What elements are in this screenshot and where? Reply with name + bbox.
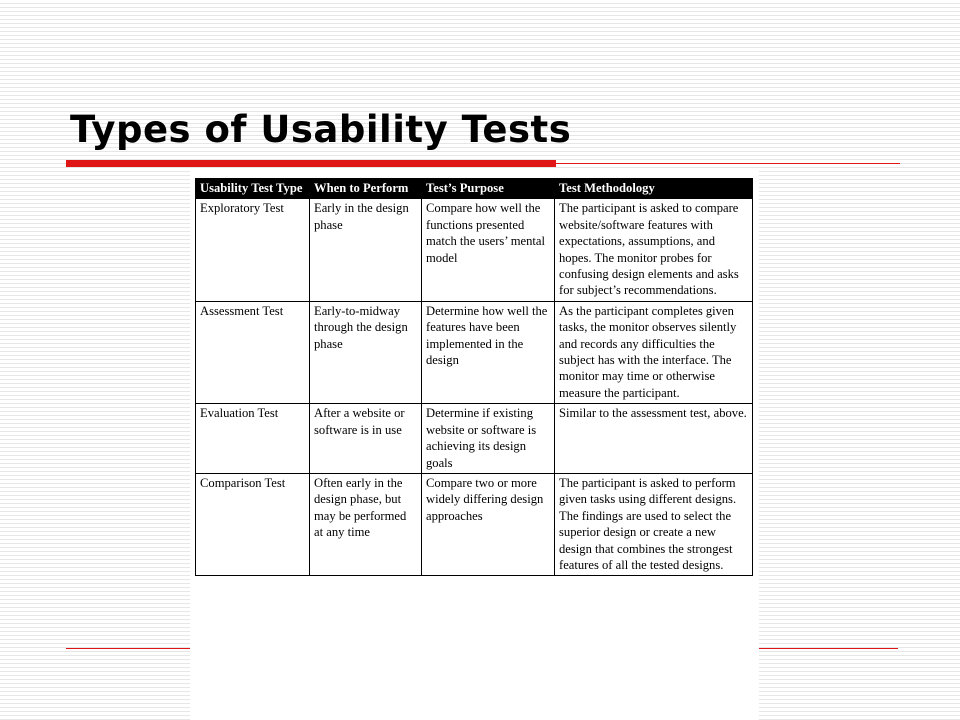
cell-test-methodology: The participant is asked to perform given tasks using different designs. The findings are used to select the superior design or create a new design that combines the strongest features of all the tested designs. [555, 473, 753, 575]
cell-test-methodology: As the participant completes given tasks, the monitor observes silently and records any difficulties the subject has with the interface. The monitor may time or otherwise measure the participant. [555, 301, 753, 403]
cell-test-type: Assessment Test [196, 301, 310, 403]
cell-when-to-perform: Often early in the design phase, but may be performed at any time [310, 473, 422, 575]
cell-test-methodology: The participant is asked to compare website/software features with expectations, assumptions, and hopes. The monitor probes for confusing design elements and asks for subject’s recommendations. [555, 199, 753, 301]
table-row [196, 404, 753, 474]
title-underline-accent [66, 160, 556, 167]
table-row [196, 301, 753, 403]
cell-test-type: Comparison Test [196, 473, 310, 575]
header-test-purpose: Test’s Purpose [422, 179, 555, 199]
title-underline [66, 163, 900, 164]
bottom-rule-right [758, 648, 898, 649]
cell-test-methodology: Similar to the assessment test, above. [555, 404, 753, 474]
header-test-type: Usability Test Type [196, 179, 310, 199]
cell-when-to-perform: Early in the design phase [310, 199, 422, 301]
table-header-row [196, 179, 753, 199]
table-row [196, 473, 753, 575]
slide-title: Types of Usability Tests [70, 108, 572, 151]
table-row [196, 199, 753, 301]
cell-test-type: Evaluation Test [196, 404, 310, 474]
table-panel [190, 171, 759, 720]
cell-test-type: Exploratory Test [196, 199, 310, 301]
usability-tests-table [195, 178, 753, 576]
cell-when-to-perform: Early-to-midway through the design phase [310, 301, 422, 403]
cell-test-purpose: Determine how well the features have been implemented in the design [422, 301, 555, 403]
cell-test-purpose: Compare how well the functions presented match the users’ mental model [422, 199, 555, 301]
header-when-to-perform: When to Perform [310, 179, 422, 199]
cell-test-purpose: Compare two or more widely differing design approaches [422, 473, 555, 575]
cell-test-purpose: Determine if existing website or software is achieving its design goals [422, 404, 555, 474]
header-test-methodology: Test Methodology [555, 179, 753, 199]
cell-when-to-perform: After a website or software is in use [310, 404, 422, 474]
bottom-rule-left [66, 648, 190, 649]
